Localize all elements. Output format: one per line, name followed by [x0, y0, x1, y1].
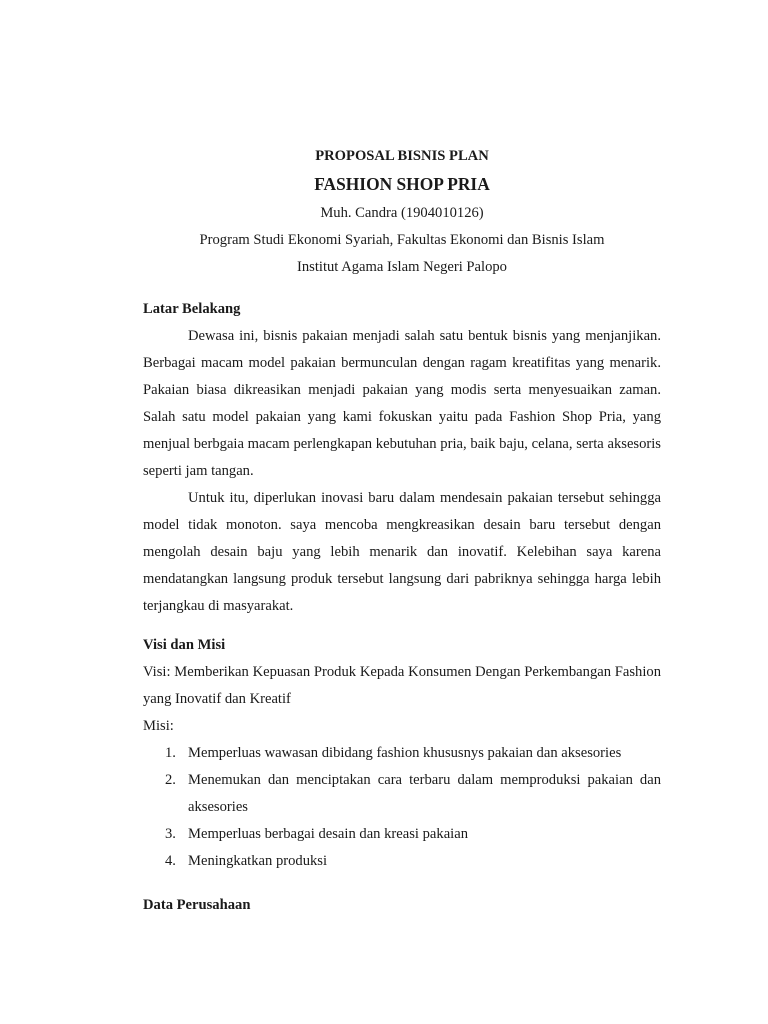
- document-page: [143, 144, 661, 919]
- document-subtitle: FASHION SHOP PRIA: [314, 174, 490, 194]
- program-line: Program Studi Ekonomi Syariah, Fakultas Ekonomi dan Bisnis Islam: [199, 232, 605, 248]
- paragraph-latar-belakang-1: Dewasa ini, bisnis pakaian menjadi salah satu bentuk bisnis yang menjanjikan. Berbagai macam model pakaian bermunculan dengan ragam kreatifitas yang menarik. Pakaian biasa dikreasikan menjadi pakaian yang modis serta menyesuaikan zaman. Salah satu model pakaian yang kami fokuskan yaitu pada Fashion Shop Pria, yang menjual berbgaia macam perlengkapan kebutuhan pria, baik baju, celana, serta aksesoris seperti jam tangan.: [143, 328, 661, 479]
- author-line: Muh. Candra (1904010126): [320, 205, 484, 221]
- list-item: [143, 740, 661, 767]
- misi-label: Misi:: [143, 718, 174, 734]
- document-title: PROPOSAL BISNIS PLAN: [315, 148, 489, 164]
- section-heading-visi-misi: Visi dan Misi: [143, 637, 226, 653]
- section-heading-latar-belakang: Latar Belakang: [143, 301, 241, 317]
- list-item: [143, 821, 661, 848]
- list-item-text: Menemukan dan menciptakan cara terbaru dalam memproduksi pakaian dan aksesories: [188, 772, 661, 815]
- list-number: 4.: [165, 853, 176, 869]
- list-item: [143, 767, 661, 821]
- paragraph-latar-belakang-2: Untuk itu, diperlukan inovasi baru dalam mendesain pakaian tersebut sehingga model tidak monoton. saya mencoba mengkreasikan desain baru tersebut dengan mengolah desain baju yang lebih menarik dan inovatif. Kelebihan saya karena mendatangkan langsung produk tersebut langsung dari pabriknya sehingga harga lebih terjangkau di masyarakat.: [143, 490, 661, 614]
- list-item-text: Memperluas wawasan dibidang fashion khususnys pakaian dan aksesories: [188, 745, 622, 761]
- list-item-text: Memperluas berbagai desain dan kreasi pakaian: [188, 826, 469, 842]
- list-item: [143, 848, 661, 875]
- list-item-text: Meningkatkan produksi: [188, 853, 328, 869]
- institution-line: Institut Agama Islam Negeri Palopo: [297, 259, 507, 275]
- list-number: 1.: [165, 745, 176, 761]
- section-heading-data-perusahaan: Data Perusahaan: [143, 897, 251, 913]
- misi-list: [143, 740, 661, 875]
- list-number: 3.: [165, 826, 176, 842]
- visi-text: Visi: Memberikan Kepuasan Produk Kepada Konsumen Dengan Perkembangan Fashion yang Inovatif dan Kreatif: [143, 664, 661, 707]
- list-number: 2.: [165, 772, 176, 788]
